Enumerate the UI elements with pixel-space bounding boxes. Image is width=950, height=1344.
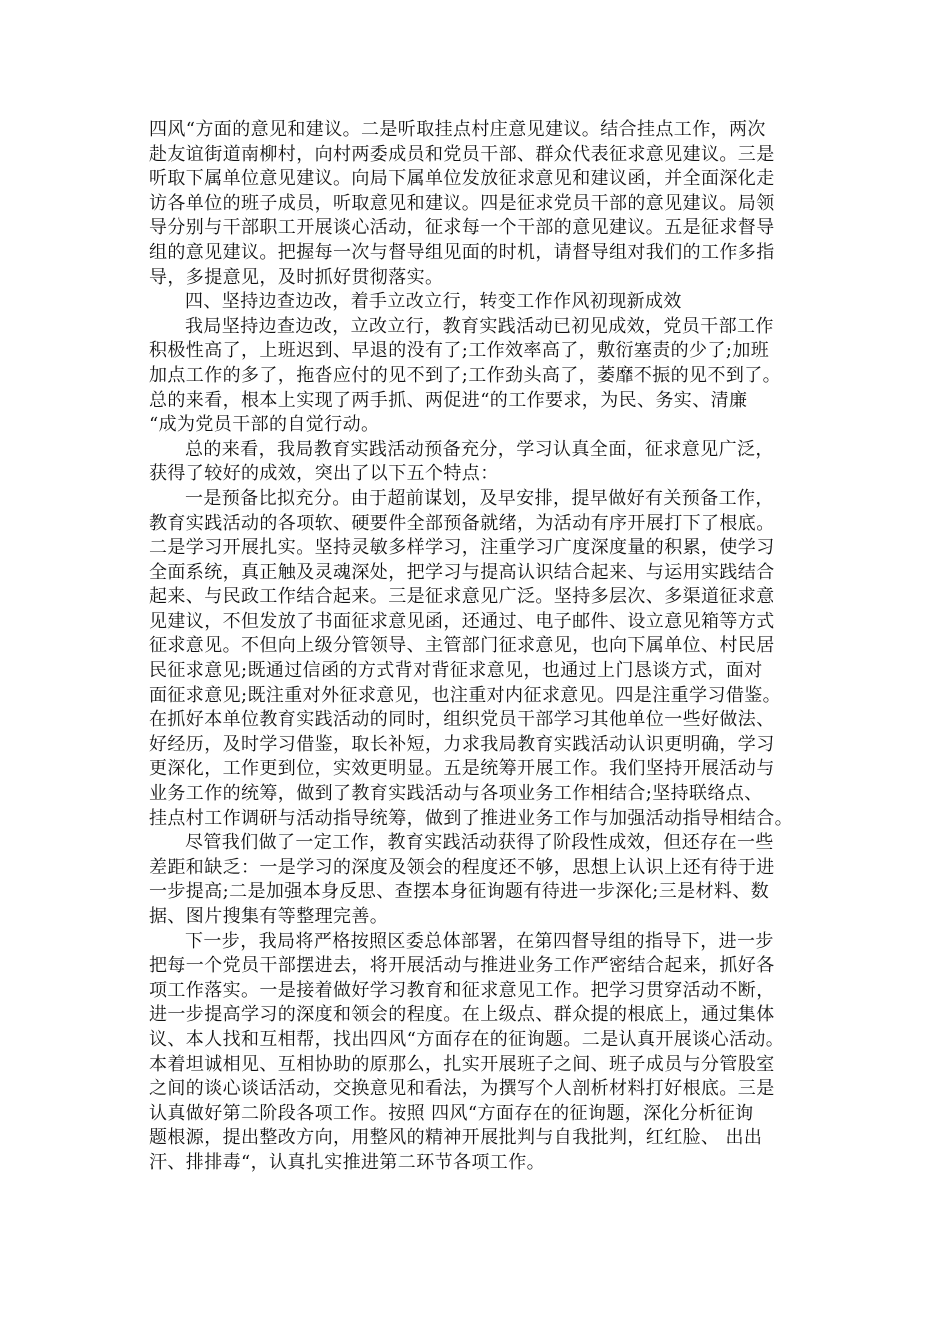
text-line: 四风“方面的意见和建议。二是听取挂点村庄意见建议。结合挂点工作，两次 bbox=[149, 119, 766, 140]
text-line: 我局坚持边查边改，立改立行，教育实践活动已初见成效，党员干部工作 bbox=[185, 315, 774, 337]
text-line: 挂点村工作调研与活动指导统筹，做到了推进业务工作与加强活动指导相结合。 bbox=[149, 807, 793, 829]
text-line: 面征求意见;既注重对外征求意见，也注重对内征求意见。四是注重学习借鉴。 bbox=[149, 684, 782, 706]
text-line: 总的来看，根本上实现了两手抓、两促进“的工作要求，为民、务实、清廉 bbox=[149, 389, 748, 411]
text-line: 听取下属单位意见建议。向局下属单位发放征求意见和建议函，并全面深化走 bbox=[149, 168, 775, 190]
text-line: 业务工作的统筹，做到了教育实践活动与各项业务工作相结合;坚持联络点、 bbox=[149, 783, 763, 805]
text-line: 认真做好第二阶段各项工作。按照 四风“方面存在的征询题，深化分析征询 bbox=[149, 1102, 754, 1124]
text-line: 题根源，提出整改方向，用整风的精神开展批判与自我批判，红红脸、 出出 bbox=[149, 1127, 763, 1149]
text-line: 获得了较好的成效，突出了以下五个特点： bbox=[149, 463, 499, 485]
text-line: 见建议，不但发放了书面征求意见函，还通过、电子邮件、设立意见箱等方式 bbox=[149, 610, 775, 632]
text-line: 差距和缺乏：一是学习的深度及领会的程度还不够，思想上认识上还有待于进 bbox=[149, 856, 775, 878]
text-line: 项工作落实。一是接着做好学习教育和征求意见工作。把学习贯穿活动不断， bbox=[149, 979, 775, 1001]
text-line: 赴友谊街道南柳村，向村两委成员和党员干部、群众代表征求意见建议。三是 bbox=[149, 143, 775, 165]
text-line: 在抓好本单位教育实践活动的同时，组织党员干部学习其他单位一些好做法、 bbox=[149, 709, 775, 731]
text-line: 民征求意见;既通过信函的方式背对背征求意见，也通过上门恳谈方式，面对 bbox=[149, 660, 763, 682]
text-line: 把每一个党员干部摆进去，将开展活动与推进业务工作严密结合起来，抓好各 bbox=[149, 955, 775, 977]
text-line: 之间的谈心谈话活动，交换意见和看法，为撰写个人剖析材料打好根底。三是 bbox=[149, 1078, 775, 1100]
text-line: 导，多提意见，及时抓好贯彻落实。 bbox=[149, 266, 444, 288]
text-line: 二是学习开展扎实。坚持灵敏多样学习，注重学习广度深度量的积累，使学习 bbox=[149, 537, 775, 559]
text-line: 总的来看，我局教育实践活动预备充分，学习认真全面，征求意见广泛， bbox=[185, 438, 774, 460]
text-line: 好经历，及时学习借鉴，取长补短，力求我局教育实践活动认识更明确，学习 bbox=[149, 733, 775, 755]
text-line: 下一步，我局将严格按照区委总体部署，在第四督导组的指导下，进一步 bbox=[185, 930, 774, 952]
text-line: 进一步提高学习的深度和领会的程度。在上级点、群众提的根底上，通过集体 bbox=[149, 1004, 775, 1026]
text-line: 加点工作的多了，拖沓应付的见不到了;工作劲头高了，萎靡不振的见不到了。 bbox=[149, 364, 782, 386]
text-line: 全面系统，真正触及灵魂深处，把学习与提高认识结合起来、与运用实践结合 bbox=[149, 561, 775, 583]
text-line: 组的意见建议。把握每一次与督导组见面的时机，请督导组对我们的工作多指 bbox=[149, 241, 775, 263]
text-line: 据、图片搜集有等整理完善。 bbox=[149, 906, 389, 927]
text-line: 议、本人找和互相帮，找出四风“方面存在的征询题。二是认真开展谈心活动。 bbox=[149, 1028, 785, 1050]
document-body bbox=[149, 118, 809, 1176]
text-line: 一步提高;二是加强本身反思、查摆本身征询题有待进一步深化;三是材料、数 bbox=[149, 881, 770, 903]
text-line: 汗、排排毒“，认真扎实推进第二环节各项工作。 bbox=[149, 1151, 545, 1173]
text-line: 征求意见。不但向上级分管领导、主管部门征求意见，也向下属单位、村民居 bbox=[149, 635, 775, 657]
text-line: 教育实践活动的各项软、硬要件全部预备就绪，为活动有序开展打下了根底。 bbox=[149, 512, 775, 534]
text-line: “成为党员干部的自觉行动。 bbox=[149, 414, 380, 436]
text-line: 访各单位的班子成员，听取意见和建议。四是征求党员干部的意见建议。局领 bbox=[149, 192, 775, 214]
text-line: 起来、与民政工作结合起来。三是征求意见广泛。坚持多层次、多渠道征求意 bbox=[149, 586, 775, 608]
text-line: 导分别与干部职工开展谈心活动，征求每一个干部的意见建议。五是征求督导 bbox=[149, 217, 775, 239]
text-line: 四、坚持边查边改，着手立改立行，转变工作作风初现新成效 bbox=[185, 291, 682, 313]
text-line: 积极性高了，上班迟到、早退的没有了;工作效率高了，敷衍塞责的少了;加班 bbox=[149, 340, 770, 362]
text-line: 更深化，工作更到位，实效更明显。五是统筹开展工作。我们坚持开展活动与 bbox=[149, 758, 775, 780]
text-line: 一是预备比拟充分。由于超前谋划，及早安排，提早做好有关预备工作， bbox=[185, 487, 774, 509]
text-line: 尽管我们做了一定工作，教育实践活动获得了阶段性成效，但还存在一些 bbox=[185, 832, 774, 854]
text-line: 本着坦诚相见、互相协助的原那么，扎实开展班子之间、班子成员与分管股室 bbox=[149, 1053, 775, 1075]
